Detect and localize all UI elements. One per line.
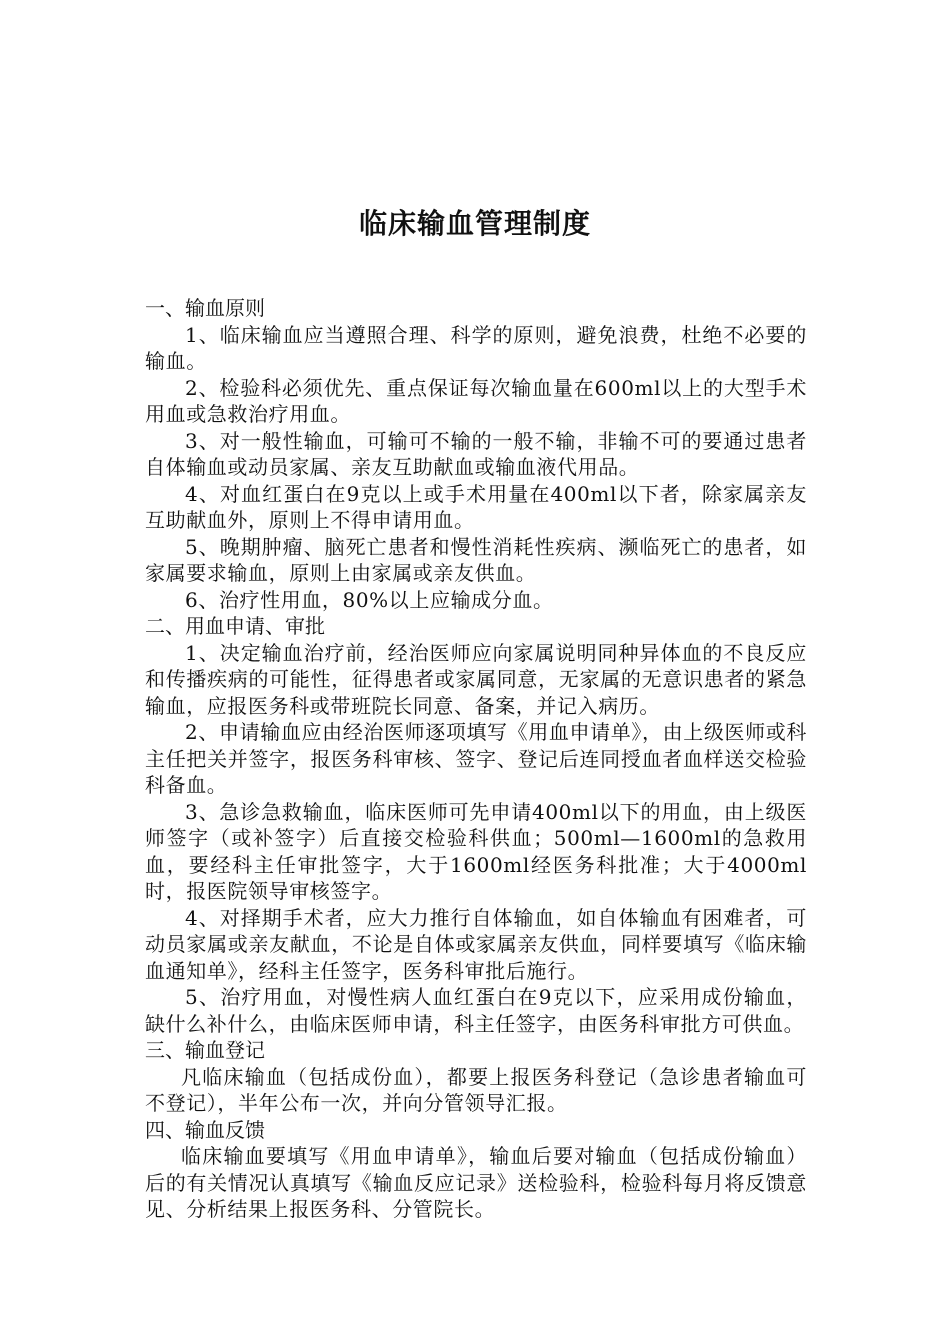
paragraph: 1、决定输血治疗前，经治医师应向家属说明同种异体血的不良反应和传播疾病的可能性，征得患者或家属同意，无家属的无意识患者的紧急输血，应报医务科或带班院长同意、备案，并记入病历。 xyxy=(145,640,807,718)
document-title: 临床输血管理制度 xyxy=(358,207,591,240)
section-heading: 一、输血原则 xyxy=(145,296,265,320)
paragraph: 4、对血红蛋白在9克以上或手术用量在400ml以下者，除家属亲友互助献血外，原则上不得申请用血。 xyxy=(145,481,807,532)
paragraph: 2、申请输血应由经治医师逐项填写《用血申请单》，由上级医师或科主任把关并签字，报医务科审核、签字、登记后连同授血者血样送交检验科备血。 xyxy=(145,720,807,797)
paragraph: 3、对一般性输血，可输可不输的一般不输，非输不可的要通过患者自体输血或动员家属、亲友互助献血或输血液代用品。 xyxy=(145,428,807,479)
paragraph: 临床输血要填写《用血申请单》，输血后要对输血（包括成份输血）后的有关情况认真填写《输血反应记录》送检验科，检验科每月将反馈意见、分析结果上报医务科、分管院长。 xyxy=(145,1144,807,1221)
section-registration xyxy=(145,1037,807,1117)
paragraph: 凡临床输血（包括成份血），都要上报医务科登记（急诊患者输血可不登记），半年公布一次，并向分管领导汇报。 xyxy=(145,1064,807,1115)
paragraph: 5、晚期肿瘤、脑死亡患者和慢性消耗性疾病、濒临死亡的患者，如家属要求输血，原则上由家属或亲友供血。 xyxy=(145,534,807,585)
paragraph: 1、临床输血应当遵照合理、科学的原则，避免浪费，杜绝不必要的输血。 xyxy=(145,322,807,373)
section-feedback xyxy=(145,1117,807,1223)
paragraph: 6、治疗性用血，80%以上应输成分血。 xyxy=(185,587,554,612)
section-application-approval xyxy=(145,613,807,1037)
document-body xyxy=(145,295,807,1223)
paragraph: 3、急诊急救输血，临床医师可先申请400ml以下的用血，由上级医师签字（或补签字）后直接交检验科供血；500ml—1600ml的急救用血，要经科主任审批签字，大于1600ml经医务科批准；大于4000ml时，报医院领导审核签字。 xyxy=(145,799,807,903)
section-principles xyxy=(145,295,807,613)
paragraph: 4、对择期手术者，应大力推行自体输血，如自体输血有困难者，可动员家属或亲友献血，不论是自体或家属亲友供血，同样要填写《临床输血通知单》，经科主任签字，医务科审批后施行。 xyxy=(145,905,807,983)
section-heading: 三、输血登记 xyxy=(145,1038,265,1062)
section-heading: 四、输血反馈 xyxy=(145,1117,265,1142)
paragraph: 2、检验科必须优先、重点保证每次输血量在600ml以上的大型手术用血或急救治疗用血。 xyxy=(145,375,807,426)
paragraph: 5、治疗用血，对慢性病人血红蛋白在9克以下，应采用成份输血，缺什么补什么，由临床医师申请，科主任签字，由医务科审批方可供血。 xyxy=(145,985,807,1036)
section-heading: 二、用血申请、审批 xyxy=(145,614,325,638)
